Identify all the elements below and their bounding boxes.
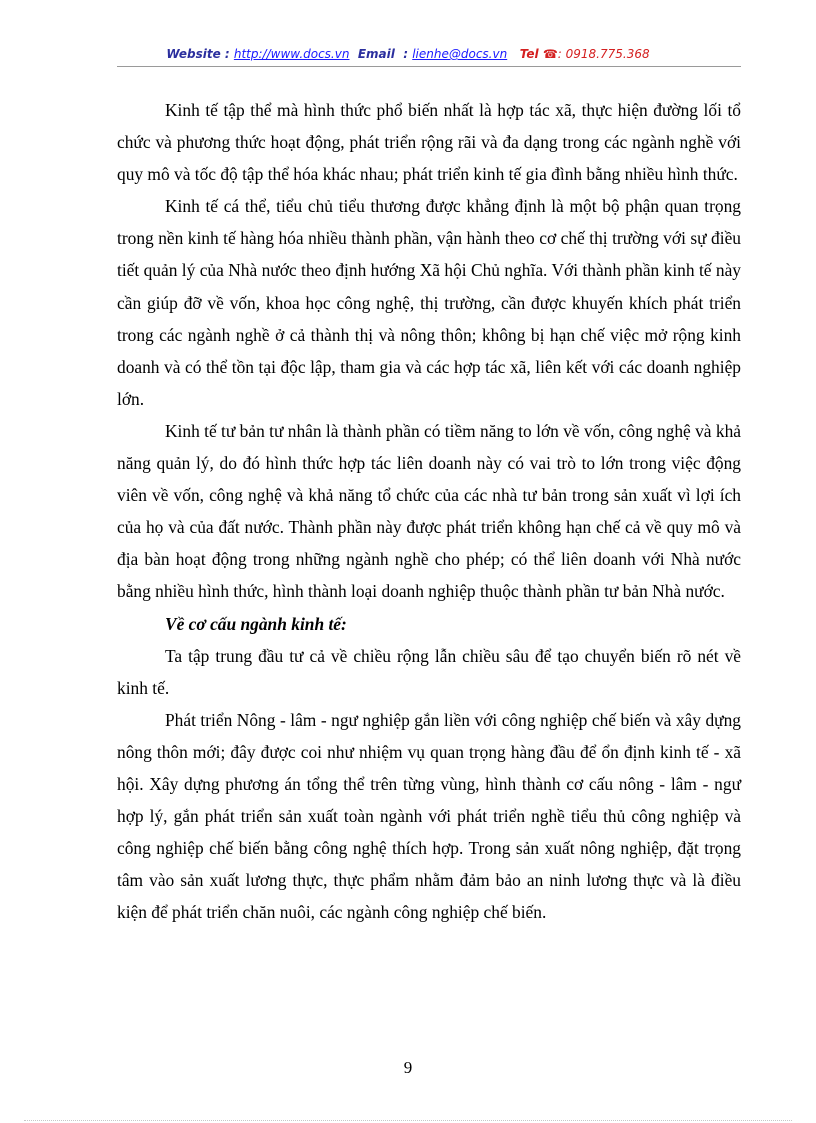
email-link[interactable]: lienhe@docs.vn [412, 47, 508, 61]
email-separator: : [403, 47, 409, 61]
paragraph-collective-economy: Kinh tế tập thể mà hình thức phổ biến nhất là hợp tác xã, thực hiện đường lối tổ chức và phương thức hoạt động, phát triển rộng rãi và đa dạng trong các ngành nghề với quy mô và tốc độ tập thể hóa khác nhau; phát triển kinh tế gia đình bằng nhiều hình thức. [117, 100, 741, 185]
phone-icon: ☎ [542, 47, 558, 61]
page-header [0, 47, 816, 61]
section-heading: Về cơ cấu ngành kinh tế: [165, 613, 347, 634]
page-number: 9 [403, 1058, 413, 1077]
footer-divider [24, 1120, 792, 1121]
paragraph-agriculture: Phát triển Nông - lâm - ngư nghiệp gắn liền với công nghiệp chế biến và xây dựng nông thôn mới; đây được coi như nhiệm vụ quan trọng hàng đầu để ổn định kinh tế - xã hội. Xây dựng phương án tổng thể trên từng vùng, hình thành cơ cấu nông - lâm - ngư hợp lý, gắn phát triển sản xuất toàn ngành với phát triển nghề tiểu thủ công nghiệp và công nghiệp chế biến bằng công nghệ thích hợp. Trong sản xuất nông nghiệp, đặt trọng tâm vào sản xuất lương thực, thực phẩm nhằm đảm bảo an ninh lương thực và là điều kiện để phát triển chăn nuôi, các ngành công nghiệp chế biến. [117, 709, 741, 923]
paragraph-investment: Ta tập trung đầu tư cả về chiều rộng lẫn chiều sâu để tạo chuyển biến rõ nét về kinh tế. [117, 645, 741, 698]
document-body [117, 94, 741, 928]
tel-label: Tel [519, 47, 539, 61]
tel-value: : 0918.775.368 [557, 47, 650, 61]
email-label: Email [357, 47, 395, 61]
website-label: Website : [166, 47, 230, 61]
header-divider [117, 66, 741, 67]
paragraph-individual-economy: Kinh tế cá thể, tiểu chủ tiểu thương được khẳng định là một bộ phận quan trọng trong nền kinh tế hàng hóa nhiều thành phần, vận hành theo cơ chế thị trường với sự điều tiết quản lý của Nhà nước theo định hướng Xã hội Chủ nghĩa. Với thành phần kinh tế này cần giúp đỡ về vốn, khoa học công nghệ, thị trường, cần được khuyến khích phát triển trong các ngành nghề ở cả thành thị và nông thôn; không bị hạn chế việc mở rộng kinh doanh và có thể tồn tại độc lập, tham gia và các hợp tác xã, liên kết với các doanh nghiệp lớn. [117, 196, 741, 409]
website-link[interactable]: http://www.docs.vn [233, 47, 350, 61]
paragraph-private-capital: Kinh tế tư bản tư nhân là thành phần có tiềm năng to lớn về vốn, công nghệ và khả năng quản lý, do đó hình thức hợp tác liên doanh này có vai trò to lớn trong việc động viên về vốn, công nghệ và khả năng tổ chức của các nhà tư bản trong sản xuất vì lợi ích của họ và của đất nước. Thành phần này được phát triển không hạn chế cả về quy mô và địa bàn hoạt động trong những ngành nghề cho phép; có thể liên doanh với Nhà nước bằng nhiều hình thức, hình thành loại doanh nghiệp thuộc thành phần tư bản Nhà nước. [117, 420, 741, 602]
